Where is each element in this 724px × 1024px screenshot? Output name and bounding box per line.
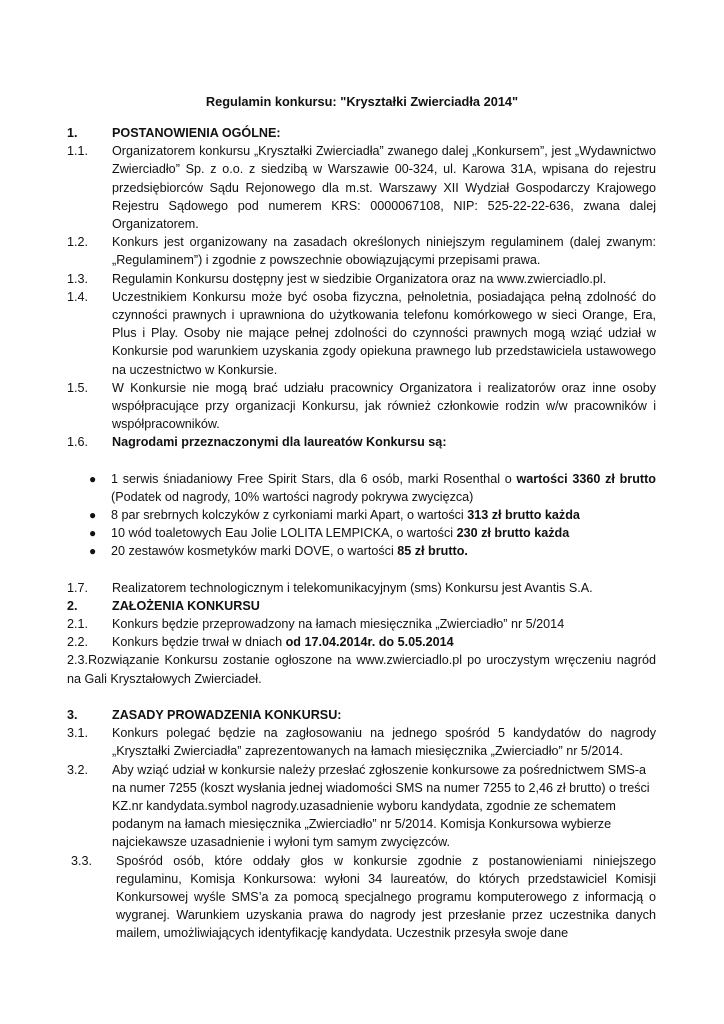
section-number: 1. (67, 126, 78, 140)
prize-value: 230 zł brutto każda (456, 526, 570, 541)
clause-text: Organizatorem konkursu „Kryształki Zwierciadła” zwanego dalej „Konkursem”, jest „Wydawnictwo Zwierciadło” Sp. z o.o. z siedzibą w Warszawie 00-324, ul. Karowa 31A, wpisana do rejestru przedsiębiorców Sądu Rejonowego dla m.st. Warszawy XII Wydział Gospodarczy Krajowego Rejestru Sądowego pod numerem KRS: 0000067108, NIP: 525-22-22-636, zwana dalej Organizatorem. (112, 144, 656, 232)
section-heading: ZASADY PROWADZENIA KONKURSU: (112, 707, 342, 722)
clause-1-2 (67, 233, 656, 269)
prize-item (67, 542, 656, 560)
clause-text: Regulamin Konkursu dostępny jest w siedzibie Organizatora oraz na www.zwierciadlo.pl. (112, 271, 607, 286)
bullet-icon: ● (89, 508, 97, 523)
clause-text: Realizatorem technologicznym i telekomunikacyjnym (sms) Konkursu jest Avantis S.A. (112, 580, 593, 595)
document-title: Regulamin konkursu: "Kryształki Zwierciadła 2014" (205, 94, 519, 109)
bullet-icon: ● (89, 471, 97, 486)
clause-number: 3.3. (71, 853, 93, 868)
clause-text (112, 633, 656, 651)
clause-number: 3.1. (67, 726, 89, 741)
clause-1-4 (67, 288, 656, 379)
clause-1-6 (67, 433, 656, 451)
clause-text: Konkurs polegać będzie na zagłosowaniu na jednego spośród 5 kandydatów do nagrody „Kryształki Zwierciadła” zaprezentowanych na łamach miesięcznika „Zwierciadło” nr 5/2014. (112, 726, 656, 759)
prize-text (111, 506, 656, 524)
clause-3-2 (67, 761, 656, 852)
clause-1-3 (67, 270, 656, 288)
clause-number: 2.2. (67, 635, 89, 650)
section-heading: ZAŁOŻENIA KONKURSU (112, 598, 260, 613)
clause-dates: od 17.04.2014r. do 5.05.2014 (285, 635, 454, 650)
section-number: 3. (67, 707, 78, 722)
clause-number: 2.1. (67, 617, 89, 632)
prize-desc: 1 serwis śniadaniowy Free Spirit Stars, dla 6 osób, marki Rosenthal o (111, 471, 517, 486)
clause-2-1 (67, 615, 656, 633)
bullet-icon: ● (89, 544, 97, 559)
clause-number: 1.5. (67, 380, 89, 395)
section-3-heading (67, 706, 656, 724)
prize-list (67, 470, 656, 561)
clause-2-2 (67, 633, 656, 651)
prize-value: 313 zł brutto każda (467, 508, 580, 523)
clause-3-3 (67, 852, 656, 943)
prize-value: 85 zł brutto. (397, 544, 468, 559)
clause-1-5 (67, 379, 656, 434)
clause-text: W Konkursie nie mogą brać udziału pracownicy Organizatora i realizatorów oraz inne osoby współpracujące przy organizacji Konkursu, jak również członkowie rodzin w/w pracowników i współpracowników. (112, 380, 656, 432)
clause-text: Spośród osób, które oddały głos w konkursie zgodnie z postanowieniami niniejszego regulaminu, Komisja Konkursowa: wyłoni 34 laureatów, do których przedstawiciel Komisji Konkursowej wyśle SMS’a za pomocą specjalnego programu komputerowego z informacją o wygranej. Warunkiem uzyskania prawa do nagrody jest przesłanie przez uczestnika danych mailem, umożliwiających identyfikację kandydata. Uczestnik przesyła swoje dane (116, 853, 656, 941)
section-2-heading (67, 597, 656, 615)
prize-text (111, 524, 656, 542)
clause-3-1 (67, 724, 656, 760)
prize-desc: 8 par srebrnych kolczyków z cyrkoniami marki Apart, o wartości (111, 508, 468, 523)
prize-desc: 10 wód toaletowych Eau Jolie LOLITA LEMPICKA, o wartości (111, 526, 457, 541)
clause-number: 1.2. (67, 235, 89, 250)
spacer (67, 452, 656, 470)
clause-text: Uczestnikiem Konkursu może być osoba fizyczna, pełnoletnia, posiadająca pełną zdolność do czynności prawnych i uprawniona do użytkowania telefonu komórkowego w sieci Orange, Era, Plus i Play. Osoby nie mające pełnej zdolności do czynności prawnych mogą wziąć udział w Konkursie pod warunkiem uzyskania zgody opiekuna prawnego lub przedstawiciela ustawowego na uczestnictwo w Konkursie. (112, 289, 656, 377)
clause-number: 3.2. (67, 762, 89, 777)
spacer (67, 561, 656, 579)
prize-note: (Podatek od nagrody, 10% wartości nagrody pokrywa zwycięzca) (111, 489, 474, 504)
clause-number: 1.3. (67, 271, 89, 286)
spacer (67, 688, 656, 706)
clause-number: 1.1. (67, 144, 89, 159)
clause-text: Konkurs jest organizowany na zasadach określonych niniejszym regulaminem (dalej zwanym: „Regulaminem”) i zgodnie z powszechnie obowiązującymi przepisami prawa. (112, 235, 656, 268)
section-number: 2. (67, 598, 78, 613)
clause-1-1 (67, 142, 656, 233)
prize-item (67, 470, 656, 506)
prize-item (67, 506, 656, 524)
section-1-heading (67, 124, 656, 142)
document-content (67, 124, 656, 943)
prize-text (111, 470, 656, 506)
clause-text-plain: Konkurs będzie trwał w dniach (112, 635, 286, 650)
clause-number: 1.4. (67, 289, 89, 304)
clause-2-3: 2.3.Rozwiązanie Konkursu zostanie ogłoszone na www.zwierciadlo.pl po uroczystym wręczeniu nagród na Gali Kryształowych Zwierciadeł. (67, 653, 656, 686)
clause-text: Nagrodami przeznaczonymi dla laureatów Konkursu są: (112, 435, 447, 450)
prize-item (67, 524, 656, 542)
clause-text: Konkurs będzie przeprowadzony na łamach miesięcznika „Zwierciadło” nr 5/2014 (112, 617, 565, 632)
section-heading: POSTANOWIENIA OGÓLNE: (112, 126, 281, 140)
bullet-icon: ● (89, 526, 97, 541)
clause-number: 1.7. (67, 580, 89, 595)
prize-text (111, 542, 656, 560)
clause-number: 1.6. (67, 435, 89, 450)
prize-desc: 20 zestawów kosmetyków marki DOVE, o wartości (111, 544, 398, 559)
prize-value: wartości 3360 zł brutto (516, 471, 656, 486)
clause-1-7 (67, 579, 656, 597)
clause-text: Aby wziąć udział w konkursie należy przesłać zgłoszenie konkursowe za pośrednictwem SMS-a na numer 7255 (koszt wysłania jednej wiadomości SMS na numer 7255 to 2,46 zł brutto) o treści KZ.nr kandydata.symbol nagrody.uzasadnienie wyboru kandydata, zgodnie ze schematem podanym na łamach miesięcznika „Zwierciadło” nr 5/2014. Komisja Konkursowa wybierze najciekawsze uzasadnienie i wyłoni tym samym zwycięzców. (112, 762, 650, 850)
